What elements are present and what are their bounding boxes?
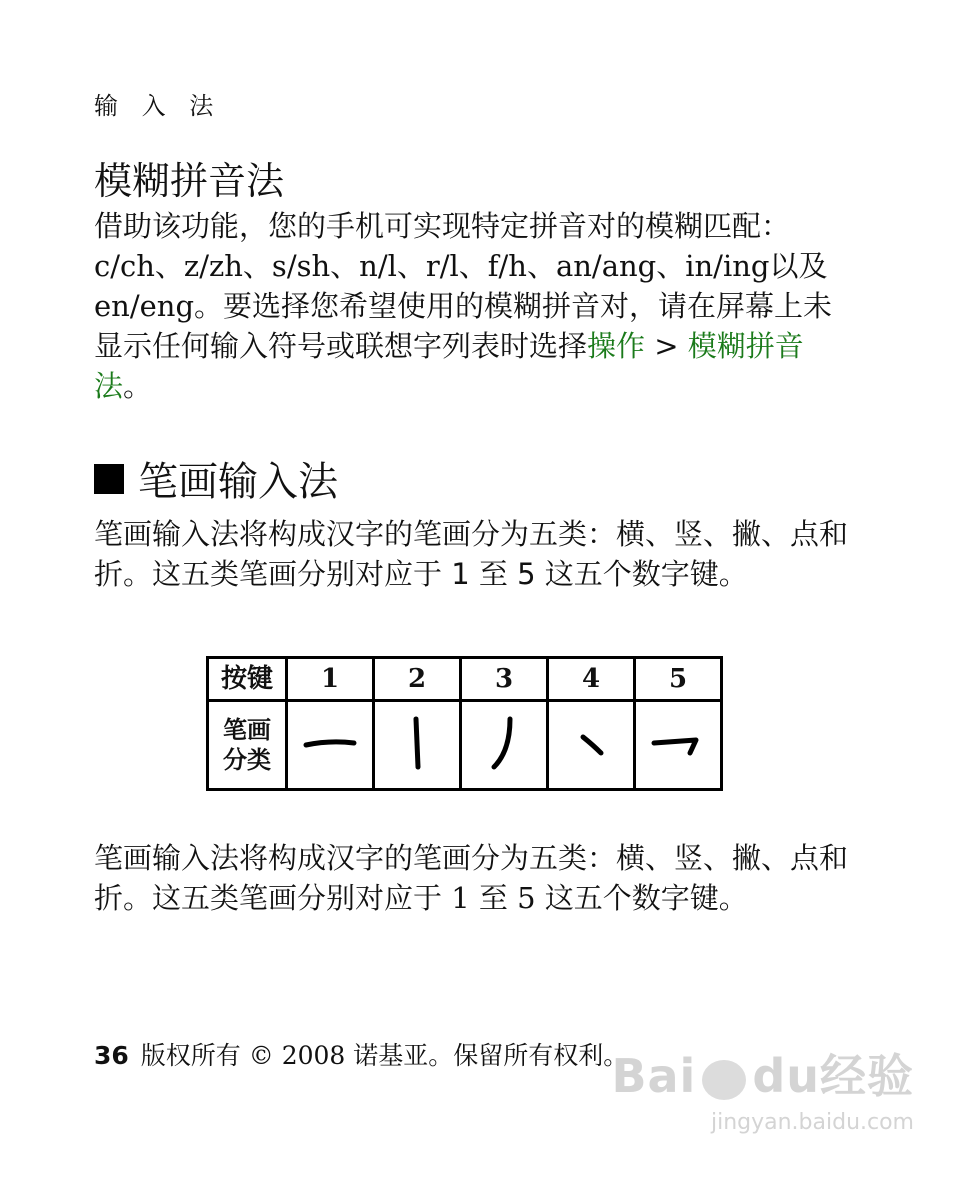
stroke-cell — [461, 701, 548, 790]
square-bullet-icon — [94, 464, 124, 494]
key-4-cell: 4 — [548, 658, 635, 701]
key-5-cell: 5 — [635, 658, 722, 701]
baidu-watermark — [611, 1040, 914, 1135]
sentence-end: 。 — [123, 369, 153, 403]
stroke-input-paragraph: 笔画输入法将构成汉字的笔画分为五类：横、竖、撇、点和折。这五类笔画分别对应于 1 至 5 这五个数字键。 — [94, 517, 849, 591]
category-header-cell — [208, 701, 287, 790]
watermark-brand-right: du — [752, 1049, 820, 1103]
table-row — [208, 701, 722, 790]
stroke-input-title: 笔画输入法 — [138, 459, 338, 505]
options-menu-link[interactable]: 操作 — [587, 329, 646, 363]
paw-icon — [702, 1060, 746, 1100]
category-label-line: 分类 — [223, 745, 271, 774]
stroke-cell — [287, 701, 374, 790]
category-label-line: 笔画 — [223, 715, 271, 744]
zhe-stroke-icon — [648, 723, 708, 763]
shu-stroke-icon — [402, 713, 432, 773]
stroke-input-paragraph-repeat: 笔画输入法将构成汉字的笔画分为五类：横、竖、撇、点和折。这五类笔画分别对应于 1 至 5 这五个数字键。 — [94, 841, 849, 915]
fuzzy-pinyin-paragraph — [94, 206, 854, 406]
stroke-key-table — [206, 656, 723, 791]
watermark-brand-cn: 经验 — [820, 1049, 914, 1103]
table-row — [208, 658, 722, 701]
running-header: 输 入 法 — [94, 92, 222, 120]
page-number: 36 — [94, 1041, 129, 1070]
stroke-cell — [548, 701, 635, 790]
fuzzy-pinyin-menu-link[interactable]: 模糊拼音法 — [94, 329, 804, 403]
menu-separator: > — [645, 329, 688, 363]
key-2-cell: 2 — [374, 658, 461, 701]
copyright-text: 版权所有 © 2008 诺基亚。保留所有权利。 — [140, 1041, 629, 1070]
fuzzy-pinyin-title: 模糊拼音法 — [94, 159, 285, 203]
page-footer — [94, 1036, 628, 1072]
stroke-cell — [635, 701, 722, 790]
key-1-cell: 1 — [287, 658, 374, 701]
key-3-cell: 3 — [461, 658, 548, 701]
dian-stroke-icon — [571, 723, 611, 763]
key-header-cell: 按键 — [208, 658, 287, 701]
watermark-brand-left: Bai — [611, 1049, 697, 1103]
heng-stroke-icon — [300, 723, 360, 763]
watermark-url: jingyan.baidu.com — [710, 1110, 914, 1135]
fuzzy-pinyin-text: 借助该功能，您的手机可实现特定拼音对的模糊匹配：c/ch、z/zh、s/sh、n/l、r/l、f/h、an/ang、in/ing以及 en/eng。要选择您希望使用的模糊拼音对，请在屏幕上未显示任何输入符号或联想字列表时选择 — [94, 209, 833, 363]
stroke-input-heading — [94, 450, 338, 507]
watermark-brand — [611, 1040, 914, 1106]
stroke-cell — [374, 701, 461, 790]
pie-stroke-icon — [484, 713, 524, 773]
